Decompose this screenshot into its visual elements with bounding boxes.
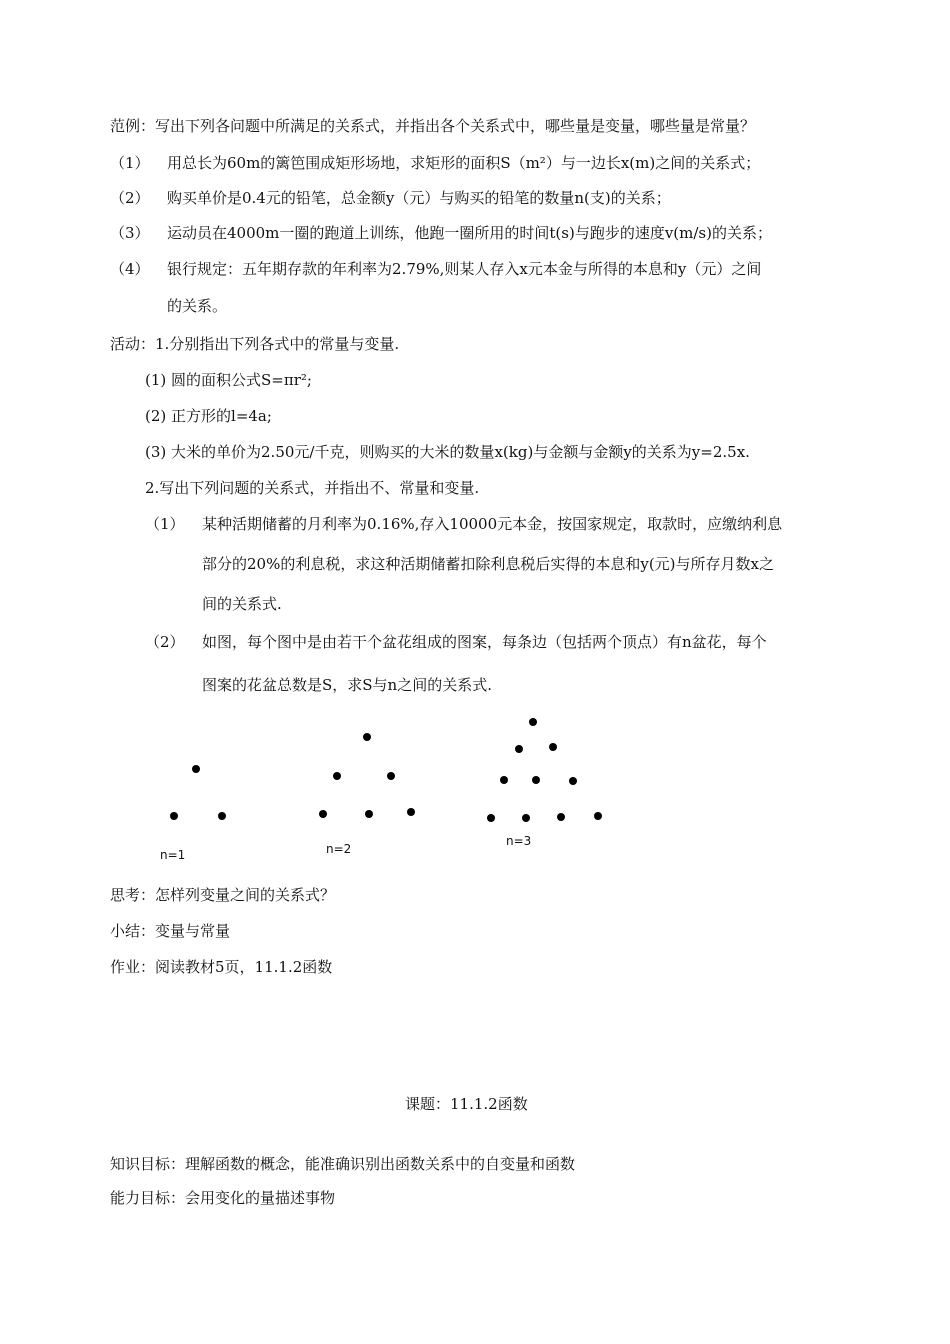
flower-dot [319,810,327,818]
example-item-3-text: 运动员在4000m一圈的跑道上训练，他跑一圈所用的时间t(s)与跑步的速度v(m/s)的关系； [167,224,772,242]
flower-dot [407,808,415,816]
example-item-4-num: （4） [110,260,150,278]
flower-dot [557,813,565,821]
flower-dot [522,814,530,822]
flower-dot [569,777,577,785]
flower-dot [363,733,371,741]
example-item-4-text-cont: 的关系。 [167,297,228,315]
flower-dot [192,765,200,773]
flower-dot [594,812,602,820]
activity-sub-2: (2) 正方形的l=4a; [145,407,272,425]
pattern-label-n3: n=3 [506,834,532,848]
activity-intro: 活动：1.分别指出下列各式中的常量与变量. [110,335,400,353]
knowledge-goal: 知识目标：理解函数的概念，能准确识别出函数关系中的自变量和函数 [110,1155,576,1173]
task2-item-2-line-1: 如图，每个图中是由若干个盆花组成的图案，每条边（包括两个顶点）有n盆花，每个 [202,633,767,651]
flower-dot [549,743,557,751]
task2-item-2-num: （2） [145,633,185,651]
example-intro: 范例：写出下列各问题中所满足的关系式，并指出各个关系式中，哪些量是变量，哪些量是常量？ [110,117,756,135]
flower-dot [170,812,178,820]
flower-dot [532,776,540,784]
flower-dot [365,810,373,818]
flower-dot [515,745,523,753]
example-item-2-text: 购买单价是0.4元的铅笔，总金额y（元）与购买的铅笔的数量n(支)的关系； [167,189,671,207]
activity-sub-1: (1) 圆的面积公式S=πr²; [145,371,312,389]
activity-task2: 2.写出下列问题的关系式，并指出不、常量和变量. [145,479,480,497]
task2-item-1-line-2: 部分的20%的利息税，求这种活期储蓄扣除利息税后实得的本息和y(元)与所存月数x之 [202,555,774,573]
example-item-1-text: 用总长为60m的篱笆围成矩形场地，求矩形的面积S（m²）与一边长x(m)之间的关系式； [167,154,761,172]
flower-dot [529,718,537,726]
homework: 作业：阅读教材5页，11.1.2函数 [110,958,333,976]
task2-item-1-line-1: 某种活期储蓄的月利率为0.16%,存入10000元本金，按国家规定，取款时，应缴纳利息 [202,515,783,533]
lesson-title: 课题：11.1.2函数 [405,1095,528,1113]
task2-item-1-num: （1） [145,515,185,533]
flower-dot [500,776,508,784]
task2-item-1-line-3: 间的关系式. [202,595,282,613]
summary: 小结：变量与常量 [110,922,231,940]
think-prompt: 思考：怎样列变量之间的关系式？ [110,886,336,904]
example-item-3-num: （3） [110,224,150,242]
example-item-4-text: 银行规定：五年期存款的年利率为2.79%,则某人存入x元本金与所得的本息和y（元）之间 [167,260,762,278]
flower-dot [333,772,341,780]
example-item-1-num: （1） [110,154,150,172]
activity-sub-3: (3) 大米的单价为2.50元/千克，则购买的大米的数量x(kg)与金额与金额y的关系为y=2.5x. [145,443,750,461]
pattern-label-n2: n=2 [326,842,352,856]
example-item-2-num: （2） [110,189,150,207]
flower-dot [387,772,395,780]
flower-dot [487,814,495,822]
pattern-label-n1: n=1 [160,848,186,862]
ability-goal: 能力目标：会用变化的量描述事物 [110,1189,336,1207]
task2-item-2-line-2: 图案的花盆总数是S，求S与n之间的关系式. [202,676,492,694]
flower-dot [218,812,226,820]
